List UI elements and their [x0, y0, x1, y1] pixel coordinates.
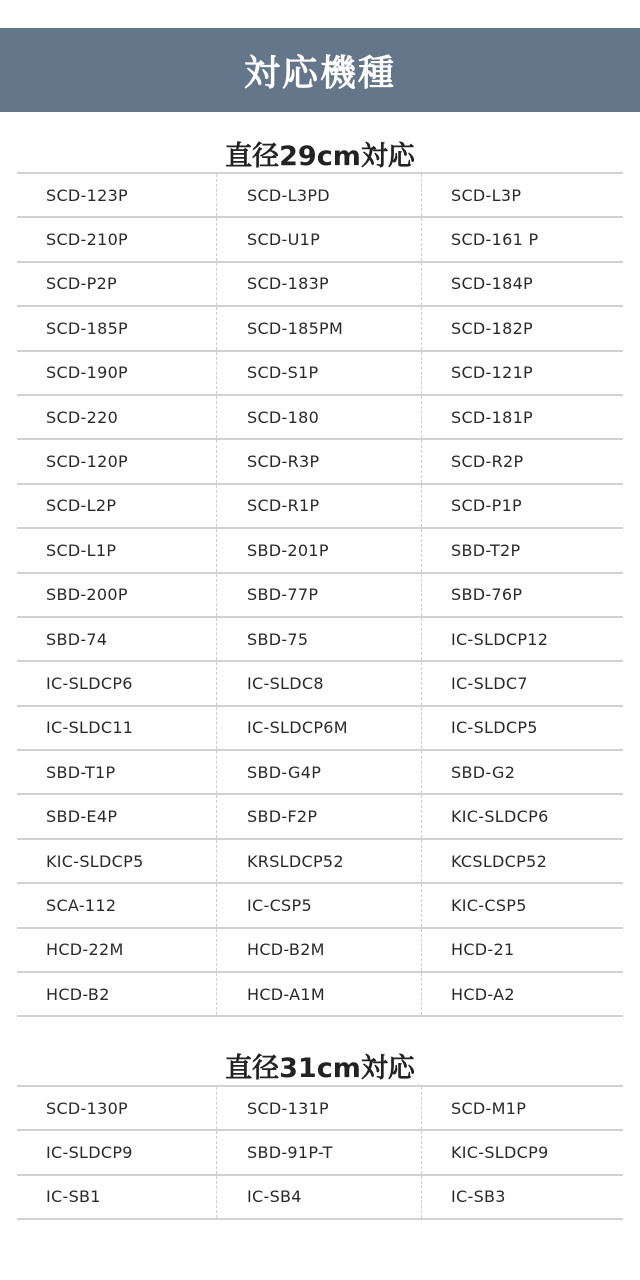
model-cell: SCD-131P: [217, 1087, 422, 1129]
page-title: 対応機種: [243, 52, 396, 94]
table-row: [17, 1176, 623, 1220]
table-row: [17, 707, 623, 751]
model-cell: KIC-SLDCP5: [17, 840, 217, 882]
model-cell: SCD-U1P: [217, 218, 422, 260]
table-row: [17, 795, 623, 839]
table-row: [17, 174, 623, 218]
table-row: [17, 1087, 623, 1131]
table-row: [17, 218, 623, 262]
model-table-31cm: [17, 1085, 623, 1220]
model-cell: SBD-G4P: [217, 751, 422, 793]
model-cell: SCD-R2P: [451, 452, 524, 472]
model-cell: HCD-B2M: [217, 929, 422, 971]
model-cell: SCD-210P: [17, 218, 217, 260]
table-row: [17, 929, 623, 973]
model-cell: SCD-L1P: [17, 529, 217, 571]
model-cell: SBD-T1P: [17, 751, 217, 793]
model-cell: SCD-R1P: [217, 485, 422, 527]
model-cell: SBD-76P: [451, 585, 523, 605]
header-banner: [0, 28, 640, 112]
model-cell: IC-SB3: [451, 1187, 506, 1207]
model-cell: KIC-SLDCP9: [451, 1143, 549, 1163]
model-cell: SCD-183P: [217, 263, 422, 305]
model-cell: SCD-130P: [17, 1087, 217, 1129]
model-cell: SCD-184P: [451, 274, 534, 294]
model-cell: KIC-CSP5: [451, 895, 527, 915]
model-cell: SBD-G2: [451, 762, 516, 782]
model-cell: IC-SLDCP6M: [217, 707, 422, 749]
model-cell: SCD-L3PD: [217, 174, 422, 216]
table-row: [17, 574, 623, 618]
model-cell: SBD-77P: [217, 574, 422, 616]
model-cell: SCD-121P: [451, 363, 534, 383]
section-title-31cm: 直径31cm対応: [225, 1053, 415, 1084]
table-row: [17, 485, 623, 529]
model-cell: KRSLDCP52: [217, 840, 422, 882]
table-row: [17, 529, 623, 573]
model-cell: HCD-B2: [17, 973, 217, 1015]
model-cell: SCD-180: [217, 396, 422, 438]
model-cell: SCD-S1P: [217, 352, 422, 394]
model-cell: SCD-185PM: [217, 307, 422, 349]
model-cell: SBD-201P: [217, 529, 422, 571]
table-row: [17, 884, 623, 928]
model-cell: HCD-21: [451, 940, 515, 960]
model-cell: HCD-A2: [451, 984, 515, 1004]
model-cell: SCD-181P: [451, 407, 534, 427]
model-cell: SCD-P1P: [451, 496, 522, 516]
model-cell: IC-SLDCP6: [17, 662, 217, 704]
model-cell: IC-SB1: [17, 1176, 217, 1218]
model-cell: SBD-T2P: [451, 540, 521, 560]
table-row: [17, 751, 623, 795]
model-cell: IC-SLDCP5: [451, 718, 538, 738]
table-row: [17, 662, 623, 706]
model-cell: SCD-R3P: [217, 440, 422, 482]
model-cell: SCD-185P: [17, 307, 217, 349]
table-row: [17, 618, 623, 662]
model-cell: IC-SLDCP12: [451, 629, 549, 649]
model-cell: IC-SLDC7: [451, 673, 528, 693]
model-cell: SCD-123P: [17, 174, 217, 216]
model-cell: HCD-A1M: [217, 973, 422, 1015]
model-cell: IC-SB4: [217, 1176, 422, 1218]
model-cell: HCD-22M: [17, 929, 217, 971]
table-row: [17, 396, 623, 440]
model-cell: SBD-200P: [17, 574, 217, 616]
table-row: [17, 263, 623, 307]
model-cell: IC-SLDC11: [17, 707, 217, 749]
model-cell: SCD-L2P: [17, 485, 217, 527]
table-row: [17, 307, 623, 351]
table-row: [17, 352, 623, 396]
model-cell: SCD-P2P: [17, 263, 217, 305]
model-cell: IC-CSP5: [217, 884, 422, 926]
model-cell: KCSLDCP52: [451, 851, 548, 871]
model-cell: SCD-220: [17, 396, 217, 438]
model-table-29cm: [17, 172, 623, 1017]
model-cell: SBD-E4P: [17, 795, 217, 837]
model-cell: SBD-74: [17, 618, 217, 660]
model-cell: SBD-F2P: [217, 795, 422, 837]
model-cell: SBD-75: [217, 618, 422, 660]
model-cell: SBD-91P-T: [217, 1131, 422, 1173]
model-cell: SCD-190P: [17, 352, 217, 394]
model-cell: IC-SLDC8: [217, 662, 422, 704]
model-cell: SCD-M1P: [451, 1098, 527, 1118]
model-cell: SCD-120P: [17, 440, 217, 482]
model-cell: KIC-SLDCP6: [451, 807, 549, 827]
table-row: [17, 840, 623, 884]
table-row: [17, 440, 623, 484]
model-cell: SCD-L3P: [451, 185, 522, 205]
model-cell: SCA-112: [17, 884, 217, 926]
model-cell: SCD-161 P: [451, 230, 539, 250]
section-title-29cm: 直径29cm対応: [225, 141, 415, 172]
table-row: [17, 1131, 623, 1175]
model-cell: SCD-182P: [451, 318, 534, 338]
table-row: [17, 973, 623, 1017]
model-cell: IC-SLDCP9: [17, 1131, 217, 1173]
